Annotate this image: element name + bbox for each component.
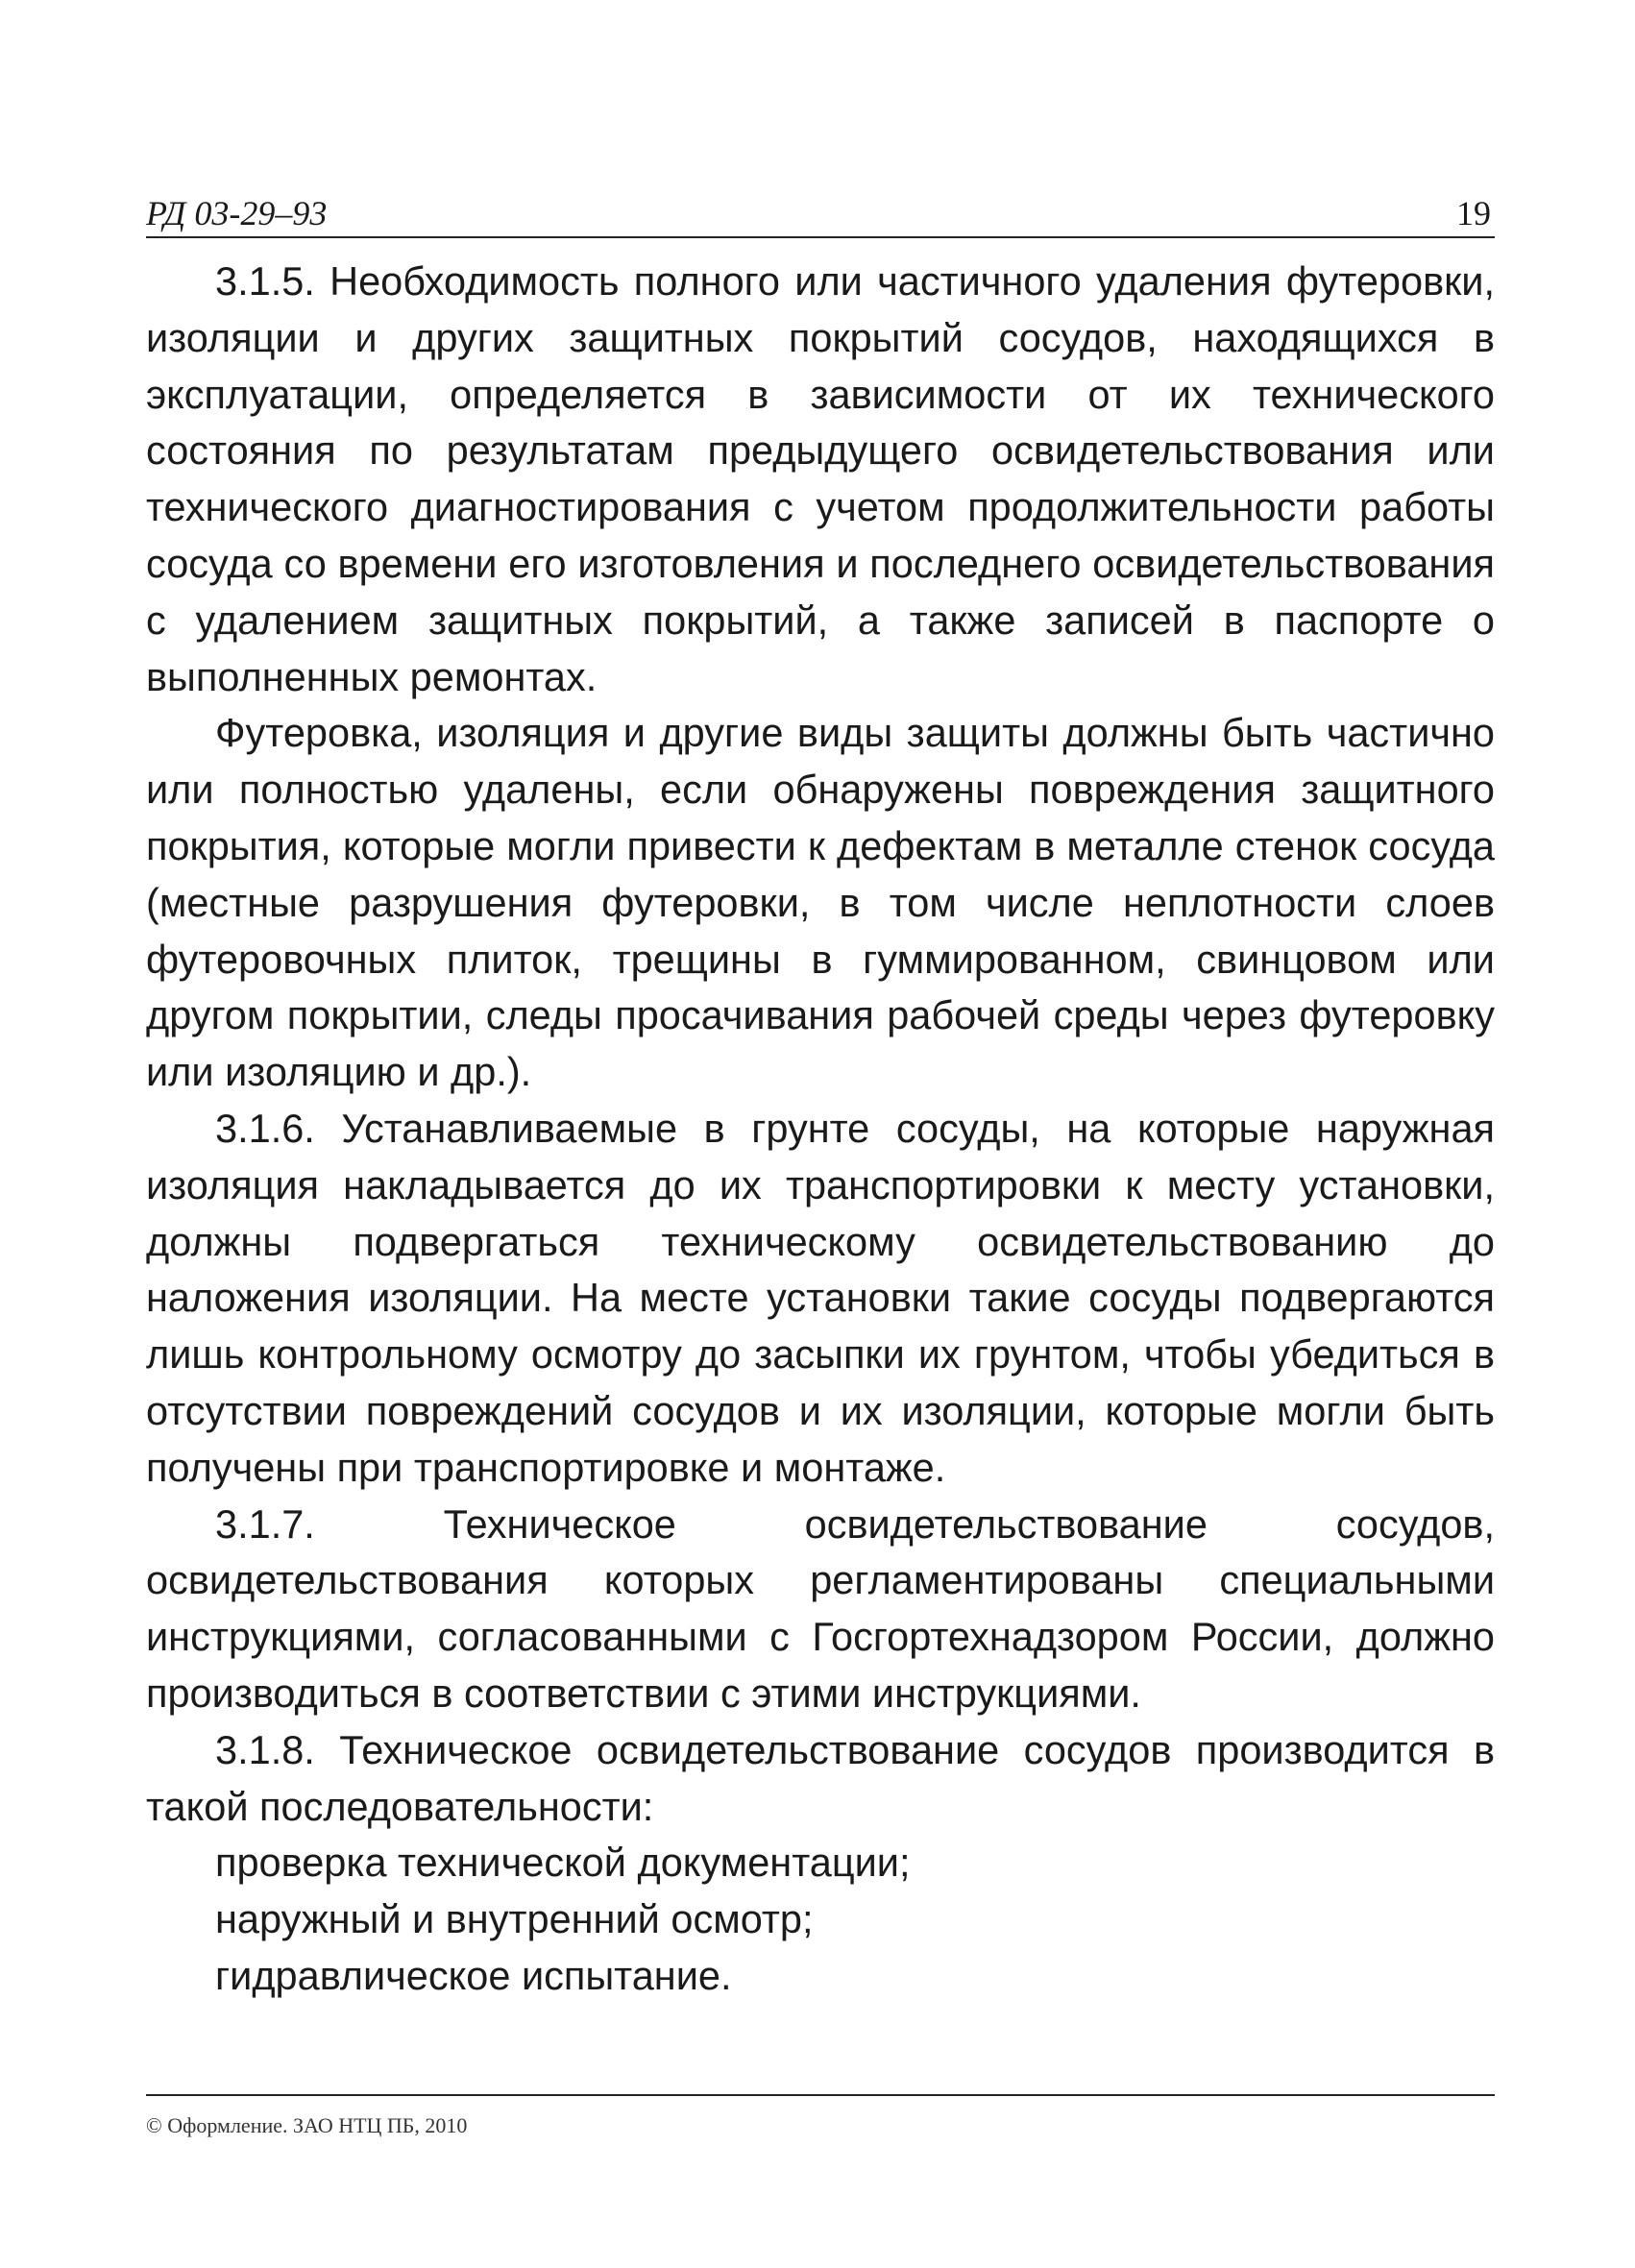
paragraph-3-1-8: 3.1.8. Техническое освидетельствование сосудов производится в такой последовательности:: [146, 1726, 1495, 1829]
paragraph-lining-removal: Футеровка, изоляция и другие виды защиты должны быть частично или полностью удалены, если обнаружены повреждения защитного покрытия, которые могли привести к дефектам в металле стенок сосуда (местные разрушения футеровки, в том числе неплотности слоев футеровочных плиток, трещины в гуммированном, свинцовом или другом покрытии, следы просачивания рабочей среды через футеровку или изоляцию и др.).: [146, 710, 1495, 1095]
paragraph-3-1-7: 3.1.7. Техническое освидетельствование сосудов, освидетельствования которых регламентированы специальными инструкциями, согласованными с Госгортехнадзором России, должно производиться в соответствии с этими инструкциями.: [146, 1500, 1495, 1716]
paragraph-3-1-5: 3.1.5. Необходимость полного или частичного удаления футеровки, изоляции и других защитных покрытий сосудов, находящихся в эксплуатации, определяется в зависимости от их технического состояния по результатам предыдущего освидетельствования или технического диагностирования с учетом продолжительности работы сосуда со времени его изготовления и последнего освидетельствования с удалением защитных покрытий, а также записей в паспорте о выполненных ремонтах.: [146, 258, 1495, 699]
paragraph-3-1-6: 3.1.6. Устанавливаемые в грунте сосуды, на которые наружная изоляция накладывается до их транспортировки к месту установки, должны подвергаться техническому освидетельствованию до наложения изоляции. На месте установки такие сосуды подвергаются лишь контрольному осмотру до засыпки их грунтом, чтобы убедиться в отсутствии повреждений сосудов и их изоляции, которые могли быть получены при транспортировке и монтаже.: [146, 1105, 1495, 1490]
list-item: гидравлическое испытание.: [215, 1952, 732, 1998]
main-text: [146, 254, 1495, 2005]
list-item: наружный и внутренний осмотр;: [215, 1896, 814, 1942]
page-header: [146, 188, 1495, 238]
page-footer: [146, 2094, 1495, 2138]
copyright-note: © Оформление. ЗАО НТЦ ПБ, 2010: [146, 2113, 468, 2137]
document-code: РД 03-29–93: [146, 194, 328, 232]
inspection-sequence-list: [146, 1835, 1495, 2004]
list-item: проверка технической документации;: [215, 1840, 911, 1886]
page-number: 19: [1456, 194, 1491, 232]
